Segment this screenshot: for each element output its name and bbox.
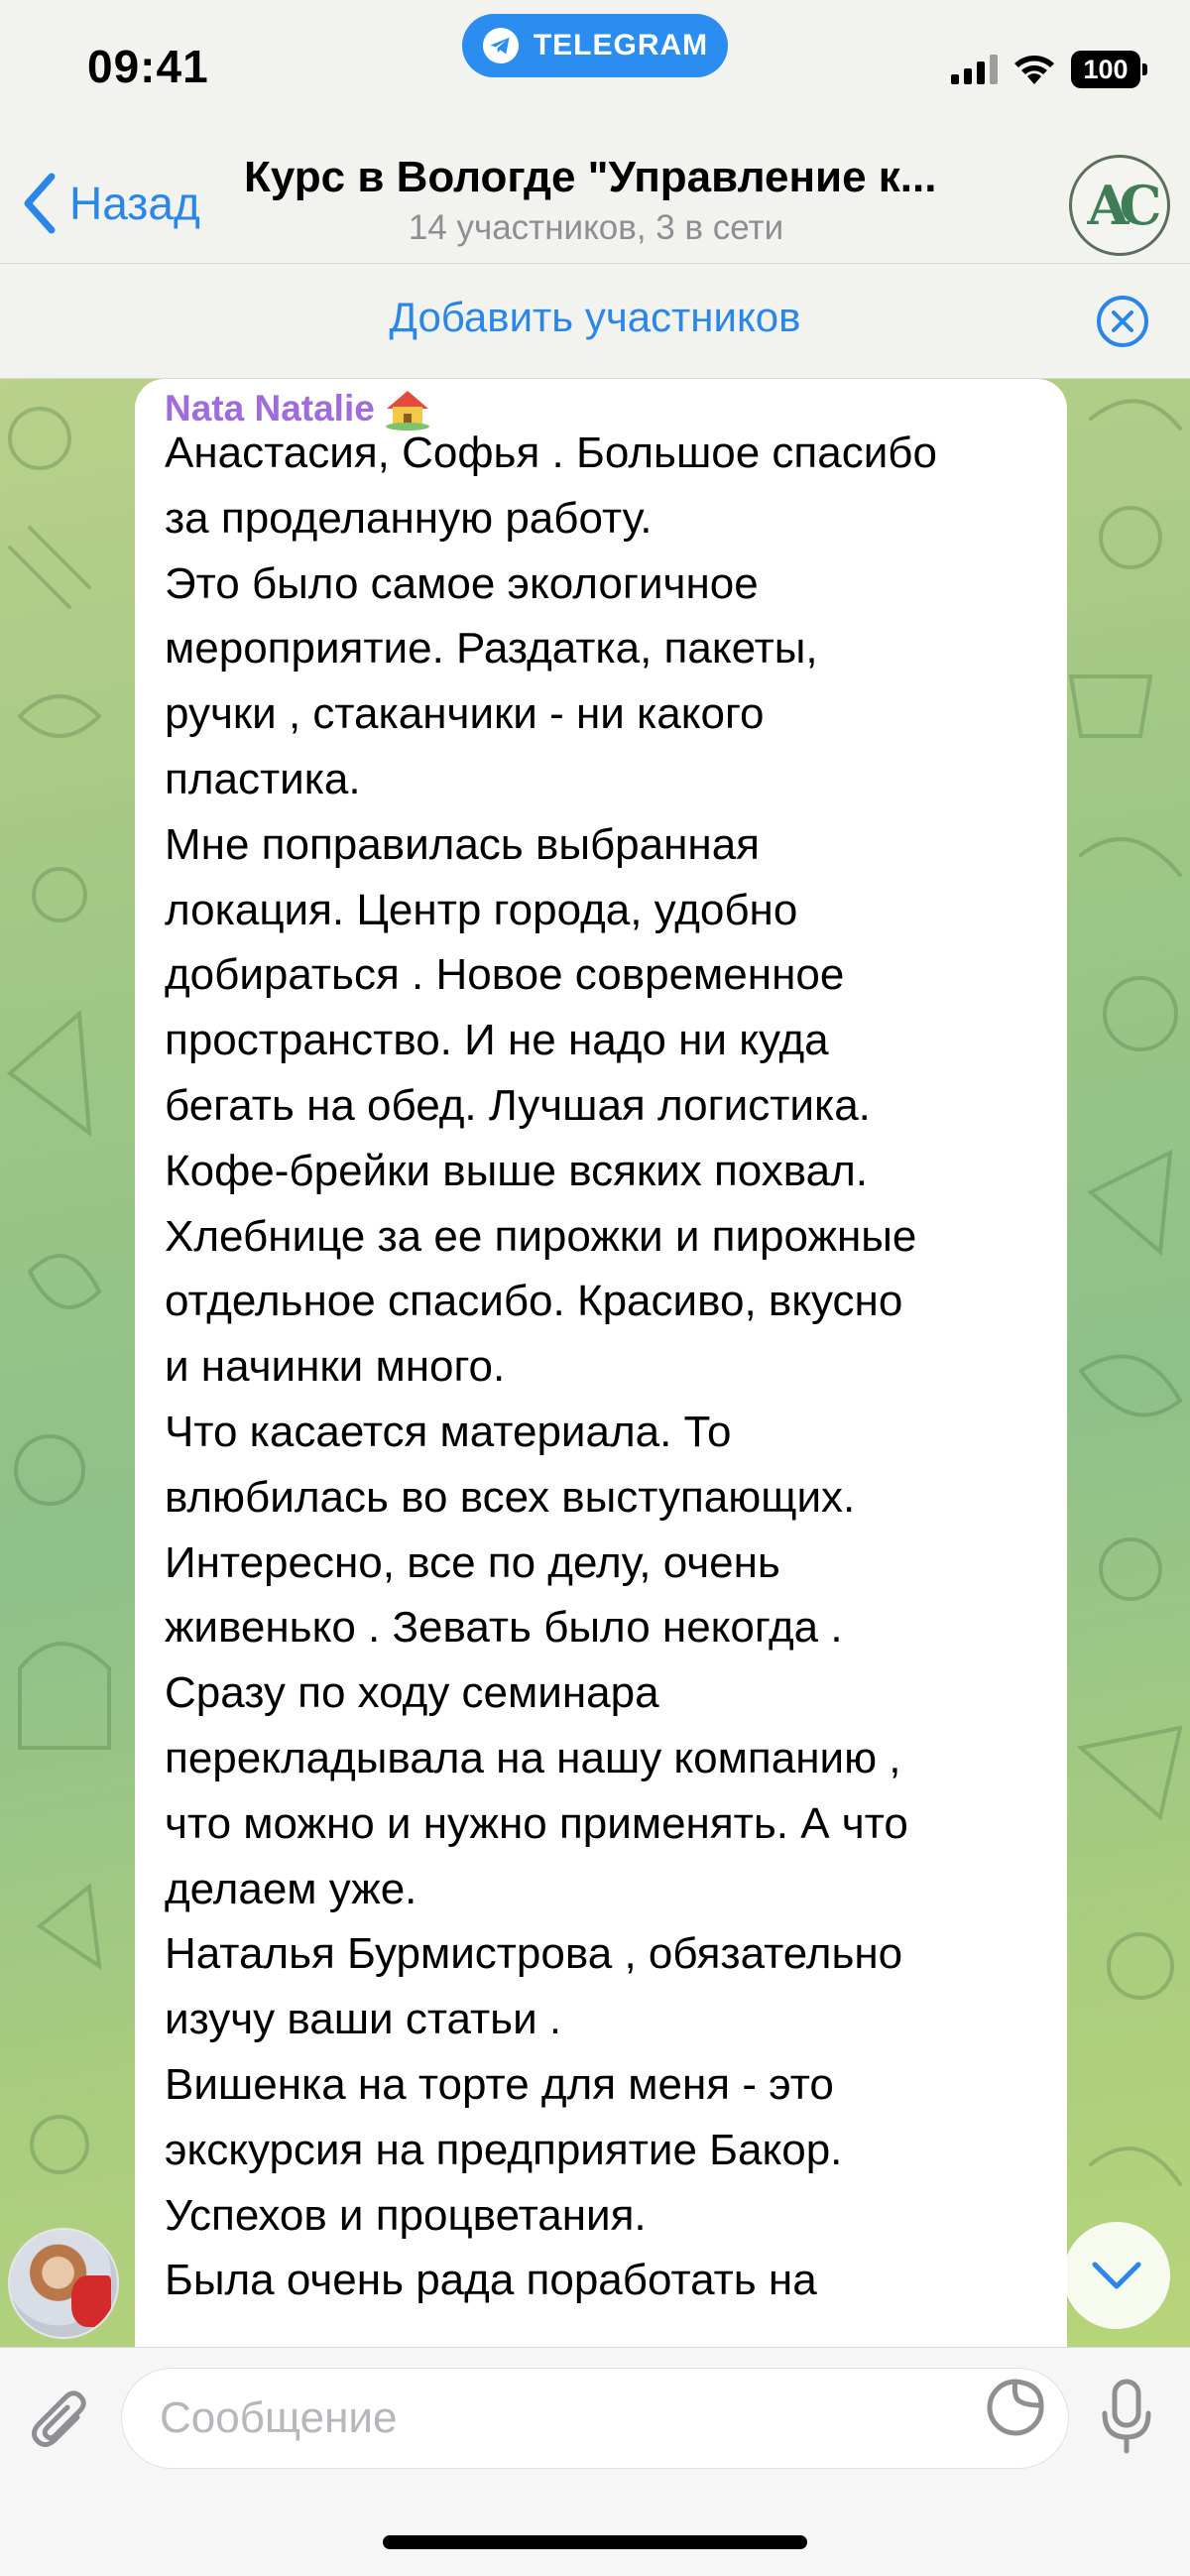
telegram-pill[interactable] [462,14,728,77]
microphone-icon[interactable] [1097,2378,1156,2457]
message-line: Кофе-брейки выше всяких похвал. [165,1146,869,1195]
message-line: ручки , стаканчики - ни какого [165,689,765,739]
add-members-bar [0,264,1190,379]
message-line: Хлебнице за ее пирожки и пирожные [165,1211,917,1261]
group-avatar[interactable] [1069,155,1170,256]
status-bar [0,0,1190,139]
message-line: мероприятие. Раздатка, пакеты, [165,624,818,674]
message-line: пластика. [165,755,361,803]
telegram-pill-label: TELEGRAM [533,29,709,61]
message-line: перекладывала на нашу компанию , [165,1734,901,1782]
add-members-link[interactable]: Добавить участников [389,294,801,340]
chat-subtitle: 14 участников, 3 в сети [408,208,784,247]
home-indicator[interactable] [383,2535,807,2549]
back-label: Назад [69,178,200,229]
group-avatar-initials: AC [1087,174,1152,237]
message-line: Вишенка на торте для меня - это [165,2060,834,2109]
telegram-icon [482,27,520,64]
message-line: за проделанную работу. [165,493,653,543]
message-line: живенько . Зевать было некогда . [165,1603,843,1653]
message-line: Успехов и процветания. [165,2190,647,2240]
message-line: Наталья Бурмистрова , обязательно [165,1929,903,1979]
message-line: влюбилась во всех выступающих. [165,1472,856,1522]
battery-icon [1071,51,1140,88]
paperclip-icon[interactable] [26,2388,95,2457]
close-circle-icon[interactable] [1095,294,1150,349]
message-line: Мне поправилась выбранная [165,819,760,869]
message-input-field[interactable] [121,2368,1069,2469]
message-line: Анастасия, Софья . Большое спасибо [165,429,937,477]
message-line: отдельное спасибо. Красиво, вкусно [165,1277,903,1326]
message-line: добираться . Новое современное [165,950,845,1000]
scroll-down-button[interactable] [1063,2222,1170,2329]
status-icons [951,48,1140,91]
sticker-icon[interactable] [984,2376,1047,2439]
battery-level: 100 [1083,54,1129,84]
message-line: делаем уже. [165,1864,417,1913]
message-line: бегать на обед. Лучшая логистика. [165,1081,871,1130]
chevron-down-icon [1091,2261,1142,2290]
message-line: Это было самое экологичное [165,558,759,608]
sender-name-text: Nata Natalie [165,388,375,429]
message-line: пространство. И не надо ни куда [165,1016,829,1065]
message-line: экскурсия на предприятие Бакор. [165,2125,843,2174]
sender-avatar[interactable] [8,2228,119,2339]
wifi-icon [1012,53,1057,86]
message-line: Интересно, все по делу, очень [165,1537,780,1587]
message-line: что можно и нужно применять. А что [165,1798,908,1848]
back-button[interactable] [20,169,200,238]
message-bubble[interactable] [135,379,1067,2347]
message-line: Сразу по ходу семинара [165,1668,659,1718]
status-time: 09:41 [87,41,209,92]
message-line: изучу ваши статьи . [165,1995,562,2044]
message-line: локация. Центр города, удобно [165,885,798,934]
signal-icon [951,55,998,84]
message-line: Что касается материала. То [165,1408,732,1456]
message-input[interactable] [160,2393,973,2443]
message-line: Была очень рада поработать на [165,2256,817,2305]
chat-header [0,139,1190,264]
chevron-left-icon [20,171,60,236]
chat-title[interactable]: Курс в Вологде "Управление к... [244,153,937,201]
message-line: и начинки много. [165,1342,506,1392]
